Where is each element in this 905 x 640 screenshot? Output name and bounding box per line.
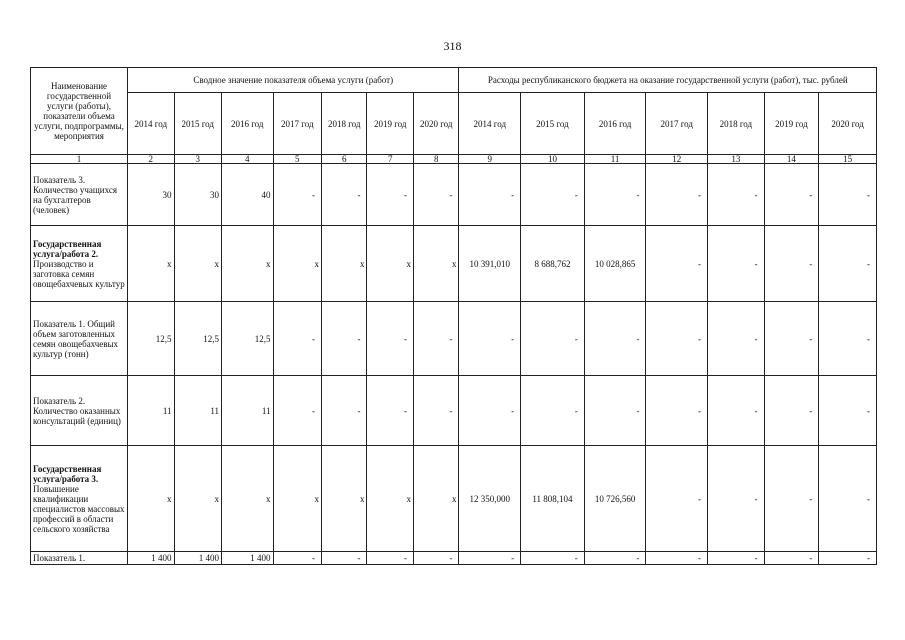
column-number: 6	[322, 155, 367, 164]
row-label-text: Повышение квалификации специалистов массовых профессий в области сельского хозяйства	[33, 483, 125, 534]
volume-cell: x	[367, 226, 413, 302]
volume-cell: 11	[221, 376, 273, 446]
page-number: 318	[443, 39, 462, 53]
table-body	[31, 164, 877, 565]
table-row	[31, 376, 877, 446]
volume-cell: -	[322, 164, 367, 226]
budget-cell: -	[708, 226, 765, 302]
budget-cell: 10 391,010	[459, 226, 521, 302]
volume-cell: 11	[174, 376, 221, 446]
table-row	[31, 226, 877, 302]
budget-cell: -	[521, 552, 585, 565]
volume-cell: -	[322, 552, 367, 565]
volume-cell: x	[322, 226, 367, 302]
budget-cell: -	[819, 226, 877, 302]
budget-cell: -	[459, 164, 521, 226]
volume-cell: -	[413, 376, 459, 446]
volume-cell: -	[273, 164, 322, 226]
header-year: 2018 год	[322, 93, 367, 155]
budget-cell: -	[819, 552, 877, 565]
row-label-text: Показатель 3. Количество учащихся на бухгалтеров (человек)	[33, 174, 117, 215]
header-year: 2016 год	[584, 93, 646, 155]
header-year: 2017 год	[273, 93, 322, 155]
volume-cell: x	[273, 226, 322, 302]
header-year: 2014 год	[459, 93, 521, 155]
budget-cell: -	[584, 164, 646, 226]
budget-cell: -	[646, 164, 708, 226]
volume-cell: 1 400	[221, 552, 273, 565]
column-number: 15	[819, 155, 877, 164]
row-label-text: Производство и заготовка семян овощебахчевых культур	[33, 258, 125, 289]
row-label-text: Показатель 2. Количество оказанных консультаций (единиц)	[33, 395, 121, 426]
volume-cell: -	[273, 552, 322, 565]
budget-cell: -	[764, 446, 819, 552]
column-number: 4	[221, 155, 273, 164]
budget-cell: -	[521, 164, 585, 226]
header-name-column: Наименование государственной услуги (работы), показатели объема услуги, подпрограммы, мероприятия	[31, 68, 128, 155]
volume-cell: x	[128, 446, 174, 552]
header-year: 2016 год	[221, 93, 273, 155]
volume-cell: 30	[128, 164, 174, 226]
header-budget-group: Расходы республиканского бюджета на оказание государственной услуги (работ), тыс. рублей	[459, 68, 877, 93]
budget-cell: -	[764, 552, 819, 565]
budget-cell: -	[521, 302, 585, 376]
header-volume-group: Сводное значение показателя объема услуги (работ)	[128, 68, 459, 93]
volume-cell: -	[367, 552, 413, 565]
column-number: 8	[413, 155, 459, 164]
budget-cell: -	[584, 552, 646, 565]
row-label	[31, 164, 128, 226]
budget-cell: -	[819, 446, 877, 552]
table-row	[31, 552, 877, 565]
table-row	[31, 164, 877, 226]
header-year: 2014 год	[128, 93, 174, 155]
row-label-service-title: Государственная услуга/работа 3.	[33, 463, 102, 484]
column-number: 7	[367, 155, 413, 164]
budget-cell: 8 688,762	[521, 226, 585, 302]
header-year: 2020 год	[413, 93, 459, 155]
column-number: 9	[459, 155, 521, 164]
budget-cell: -	[708, 164, 765, 226]
header-year: 2018 год	[708, 93, 765, 155]
budget-cell: 12 350,000	[459, 446, 521, 552]
volume-cell: x	[322, 446, 367, 552]
budget-cell: -	[584, 302, 646, 376]
column-number: 2	[128, 155, 174, 164]
budget-cell: 10 028,865	[584, 226, 646, 302]
row-label	[31, 376, 128, 446]
volume-cell: 40	[221, 164, 273, 226]
column-number: 11	[584, 155, 646, 164]
volume-cell: x	[174, 446, 221, 552]
budget-cell: -	[764, 376, 819, 446]
budget-cell: -	[819, 164, 877, 226]
header-year: 2015 год	[521, 93, 585, 155]
table-row	[31, 302, 877, 376]
row-label	[31, 302, 128, 376]
budget-cell: 10 726,560	[584, 446, 646, 552]
table-row	[31, 446, 877, 552]
column-number: 1	[31, 155, 128, 164]
row-label-text: Показатель 1. Общий объем заготовленных семян овощебахчевых культур (тонн)	[33, 318, 119, 359]
volume-cell: -	[322, 376, 367, 446]
budget-cell: -	[646, 376, 708, 446]
budget-table	[30, 67, 877, 565]
volume-cell: x	[128, 226, 174, 302]
volume-cell: -	[367, 164, 413, 226]
volume-cell: 12,5	[221, 302, 273, 376]
budget-cell: -	[646, 226, 708, 302]
column-number: 3	[174, 155, 221, 164]
budget-cell: -	[459, 552, 521, 565]
volume-cell: x	[413, 226, 459, 302]
volume-cell: x	[273, 446, 322, 552]
volume-cell: x	[221, 446, 273, 552]
volume-cell: -	[413, 302, 459, 376]
volume-cell: 1 400	[128, 552, 174, 565]
budget-cell: -	[764, 226, 819, 302]
budget-cell: 11 808,104	[521, 446, 585, 552]
volume-cell: x	[367, 446, 413, 552]
budget-cell: -	[764, 302, 819, 376]
volume-cell: -	[413, 552, 459, 565]
volume-cell: x	[221, 226, 273, 302]
column-number: 13	[708, 155, 765, 164]
row-label-text: Показатель 1.	[33, 553, 86, 563]
volume-cell: -	[367, 302, 413, 376]
budget-cell: -	[708, 376, 765, 446]
budget-cell: -	[708, 446, 765, 552]
budget-cell: -	[819, 302, 877, 376]
budget-cell: -	[459, 376, 521, 446]
volume-cell: -	[367, 376, 413, 446]
volume-cell: 30	[174, 164, 221, 226]
budget-cell: -	[521, 376, 585, 446]
header-year: 2015 год	[174, 93, 221, 155]
column-number: 12	[646, 155, 708, 164]
column-number: 14	[764, 155, 819, 164]
volume-cell: x	[174, 226, 221, 302]
column-number: 10	[521, 155, 585, 164]
budget-cell: -	[646, 302, 708, 376]
header-year: 2017 год	[646, 93, 708, 155]
volume-cell: -	[322, 302, 367, 376]
budget-cell: -	[708, 552, 765, 565]
row-label	[31, 226, 128, 302]
volume-cell: 1 400	[174, 552, 221, 565]
row-label	[31, 552, 128, 565]
volume-cell: 11	[128, 376, 174, 446]
volume-cell: 12,5	[128, 302, 174, 376]
header-year: 2020 год	[819, 93, 877, 155]
volume-cell: -	[273, 302, 322, 376]
header-year: 2019 год	[367, 93, 413, 155]
budget-cell: -	[708, 302, 765, 376]
budget-cell: -	[646, 552, 708, 565]
row-label	[31, 446, 128, 552]
column-number: 5	[273, 155, 322, 164]
volume-cell: -	[273, 376, 322, 446]
budget-cell: -	[584, 376, 646, 446]
budget-cell: -	[764, 164, 819, 226]
volume-cell: 12,5	[174, 302, 221, 376]
budget-cell: -	[459, 302, 521, 376]
header-year: 2019 год	[764, 93, 819, 155]
row-label-service-title: Государственная услуга/работа 2.	[33, 238, 102, 259]
volume-cell: x	[413, 446, 459, 552]
header-years-row	[31, 93, 877, 155]
volume-cell: -	[413, 164, 459, 226]
column-number-row	[31, 155, 877, 164]
budget-cell: -	[646, 446, 708, 552]
budget-cell: -	[819, 376, 877, 446]
